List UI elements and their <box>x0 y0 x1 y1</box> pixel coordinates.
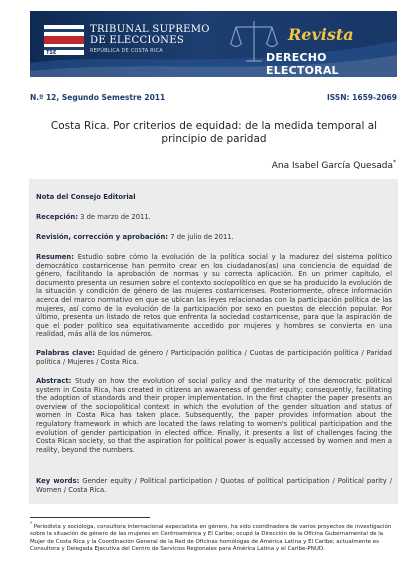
institution-name <box>90 24 210 46</box>
abstract-section <box>36 377 392 454</box>
article-title-line-2: principio de paridad <box>161 133 267 145</box>
institution-subtitle: REPÚBLICA DE COSTA RICA <box>90 48 163 54</box>
issue-number: N.º 12, Segundo Semestre 2011 <box>30 93 166 102</box>
journal-name: DERECHO ELECTORAL <box>266 51 339 77</box>
journal-banner <box>30 11 397 77</box>
resumen-section <box>36 253 392 339</box>
resumen-label: Resumen: <box>36 253 74 261</box>
footnote-divider <box>30 517 150 518</box>
received-date <box>36 213 392 222</box>
revision-label: Revisión, corrección y aprobación: <box>36 233 169 241</box>
editorial-note <box>36 193 392 202</box>
journal-script-title: Revista <box>288 25 354 44</box>
footnote <box>30 520 396 553</box>
abstract-text: Study on how the evolution of social policy and the maturity of the democratic political system in Costa Rica, has created in citizens an awareness of gender equity; consequently, facilitating the adoption of standards and their proper implementation. In the first chapter the paper presents an overview of the sociopolitical context in which the evolution of the gender situation and status of women in Costa Rica has taken place. Subsequently, the paper provides information about the regulatory framework in which are located the laws relating to women's political participation and the evolution of gender participation in elected office. Finally, it presents a list of challenges facing the Costa Rican society, so that the aspiration for political power is equally accessed by women and men a reality, beyond the numbers. <box>36 377 392 454</box>
author-name: Ana Isabel García Quesada <box>271 161 393 171</box>
issn: ISSN: 1659-2069 <box>326 93 397 102</box>
issue-line <box>30 93 397 102</box>
key-words-text: Gender equity / Political participation / Quotas of political participation / Political parity / Women / Costa Rica. <box>36 477 392 494</box>
abstract-label: Abstract: <box>36 377 72 385</box>
article-title <box>36 120 392 146</box>
institution-line-2: DE ELECCIONES <box>90 35 184 46</box>
resumen-text: Estudio sobre cómo la evolución de la política social y la madurez del sistema político democrático costarricense han permito crear en los ciudadanos(as) una conciencia de equidad de género, facilitando la aprobación de normas y su correcta aplicación. En un primer capítulo, el documento presenta un resumen sobre el contexto sociopolítico en que se ha producido la evolución de la situación y condición de género de las mujeres costarricenses. Posteriormente, ofrece información acerca del marco normativo en que se ubican las leyes relacionadas con la participación política de las mujeres, así como de la evolución de la participación por sexo en puestos de elección popular. Por último, presenta un listado de retos que enfrenta la sociedad costarricense, para que la aspiración de que el poder político sea equitativamente accedido por mujeres y hombres se convierta en una realidad, más allá de los números. <box>36 253 392 339</box>
footnote-mark: * <box>30 521 32 526</box>
palabras-clave-section <box>36 349 392 366</box>
editorial-note-label: Nota del Consejo Editorial <box>36 193 136 201</box>
author <box>272 159 396 171</box>
footnote-text: Periodista y socióloga, consultora internacional especialista en género, ha sido coordinadora de varios proyectos de investigación sobre la situación de género de las mujeres en Centroamérica y El Caribe; ocupó la Dirección de la Oficina Gubernamental de la Mujer de Costa Rica y la Coordinación General de la Red de Oficinas homólogas de América Latina y El Caribe; actualmente es Consultora y Delegada Ejecutiva del Centro de Servicios Regionales para América Latina y el Caribe-PNUD. <box>30 523 392 553</box>
received-label: Recepción: <box>36 213 78 221</box>
key-words-section <box>36 477 392 494</box>
revision-value: 7 de julio de 2011. <box>170 233 234 241</box>
key-words-label: Key words: <box>36 477 80 485</box>
institution-line-1: TRIBUNAL SUPREMO <box>90 24 210 35</box>
tse-logo <box>44 25 84 55</box>
palabras-clave-text: Equidad de género / Participación política / Cuotas de participación política / Paridad política / Mujeres / Costa Rica. <box>36 349 392 366</box>
abstract-box <box>29 179 398 504</box>
tse-logo-text: TSE <box>46 50 57 56</box>
article-title-line-1: Costa Rica. Por criterios de equidad: de la medida temporal al <box>50 120 378 132</box>
author-footnote-mark[interactable]: * <box>393 159 396 166</box>
palabras-clave-label: Palabras clave: <box>36 349 95 357</box>
received-value: 3 de marzo de 2011. <box>80 213 151 221</box>
revision-date <box>36 233 392 242</box>
